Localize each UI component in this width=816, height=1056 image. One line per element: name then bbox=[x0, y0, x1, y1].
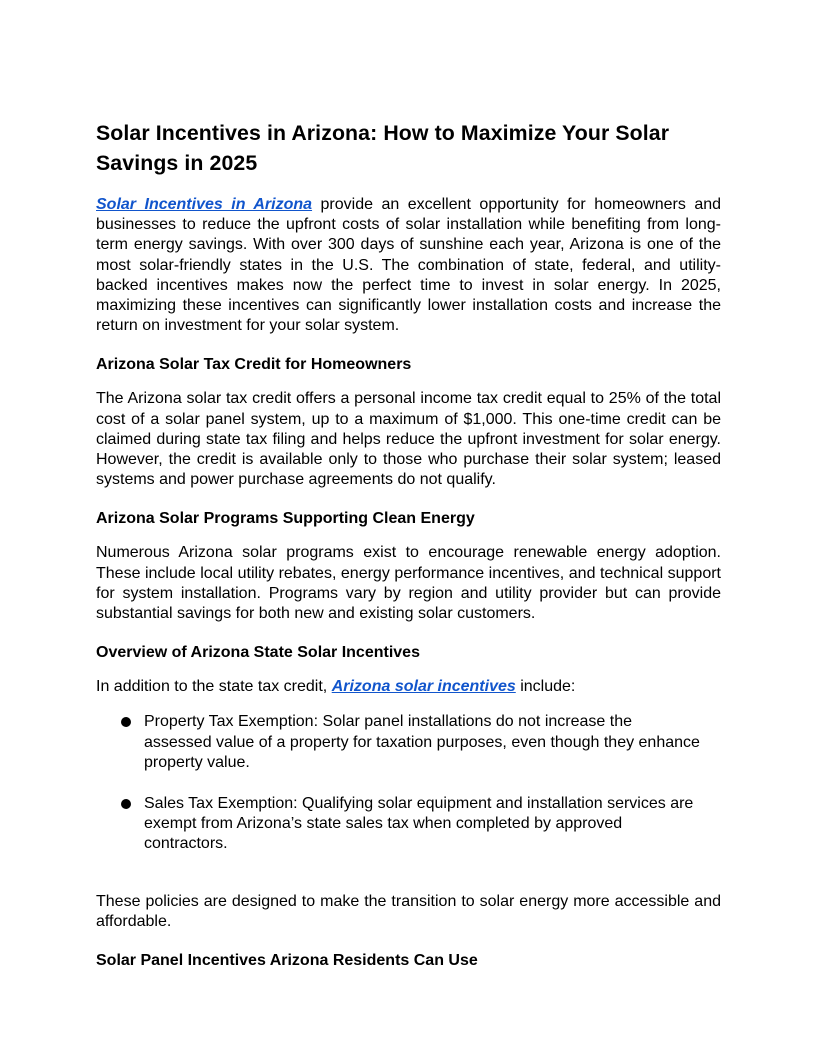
document-title: Solar Incentives in Arizona: How to Maximize Your Solar Savings in 2025 bbox=[96, 121, 670, 175]
overview-lead bbox=[96, 677, 721, 697]
list-item bbox=[96, 712, 704, 773]
list-item-text: Property Tax Exemption: Solar panel installations do not increase the assessed value of a property for taxation purposes, even though they enhance property value. bbox=[144, 713, 700, 771]
programs-heading: Arizona Solar Programs Supporting Clean Energy bbox=[96, 510, 475, 528]
bullet-icon bbox=[121, 799, 131, 809]
closing-paragraph: These policies are designed to make the transition to solar energy more accessible and affordable. bbox=[96, 892, 721, 930]
overview-lead-text: In addition to the state tax credit, bbox=[96, 678, 332, 696]
overview-lead-suffix: include: bbox=[515, 678, 576, 696]
intro-text: provide an excellent opportunity for homeowners and businesses to reduce the upfront costs of solar installation while benefiting from long-term energy savings. With over 300 days of sunshine each year, Arizona is one of the most solar-friendly states in the U.S. The combination of state, federal, and utility-backed incentives makes now the perfect time to invest in solar energy. In 2025, maximizing these incentives can significantly lower installation costs and increase the return on investment for your solar system. bbox=[96, 196, 722, 335]
overview-link[interactable]: Arizona solar incentives bbox=[331, 678, 516, 696]
intro-paragraph bbox=[96, 195, 721, 336]
intro-link[interactable]: Solar Incentives in Arizona bbox=[96, 196, 313, 213]
tax-credit-heading: Arizona Solar Tax Credit for Homeowners bbox=[96, 356, 412, 374]
incentives-list bbox=[96, 712, 721, 854]
tax-credit-paragraph: The Arizona solar tax credit offers a personal income tax credit equal to 25% of the total cost of a solar panel system, up to a maximum of $1,000. This one-time credit can be claimed during state tax filing and helps reduce the upfront investment for solar energy. However, the credit is available only to those who purchase their solar system; leased systems and power purchase agreements do not qualify. bbox=[96, 390, 721, 489]
list-item-text: Sales Tax Exemption: Qualifying solar equipment and installation services are exempt from Arizona’s state sales tax when completed by approved contractors. bbox=[144, 795, 694, 853]
document-page bbox=[96, 118, 721, 985]
bullet-icon bbox=[121, 717, 131, 727]
programs-paragraph: Numerous Arizona solar programs exist to encourage renewable energy adoption. These include local utility rebates, energy performance incentives, and technical support for system installation. Programs vary by region and utility provider but can provide substantial savings for both new and existing solar customers. bbox=[96, 544, 721, 623]
residents-heading: Solar Panel Incentives Arizona Residents Can Use bbox=[96, 952, 478, 970]
list-item bbox=[96, 794, 704, 855]
overview-heading: Overview of Arizona State Solar Incentives bbox=[96, 644, 420, 662]
